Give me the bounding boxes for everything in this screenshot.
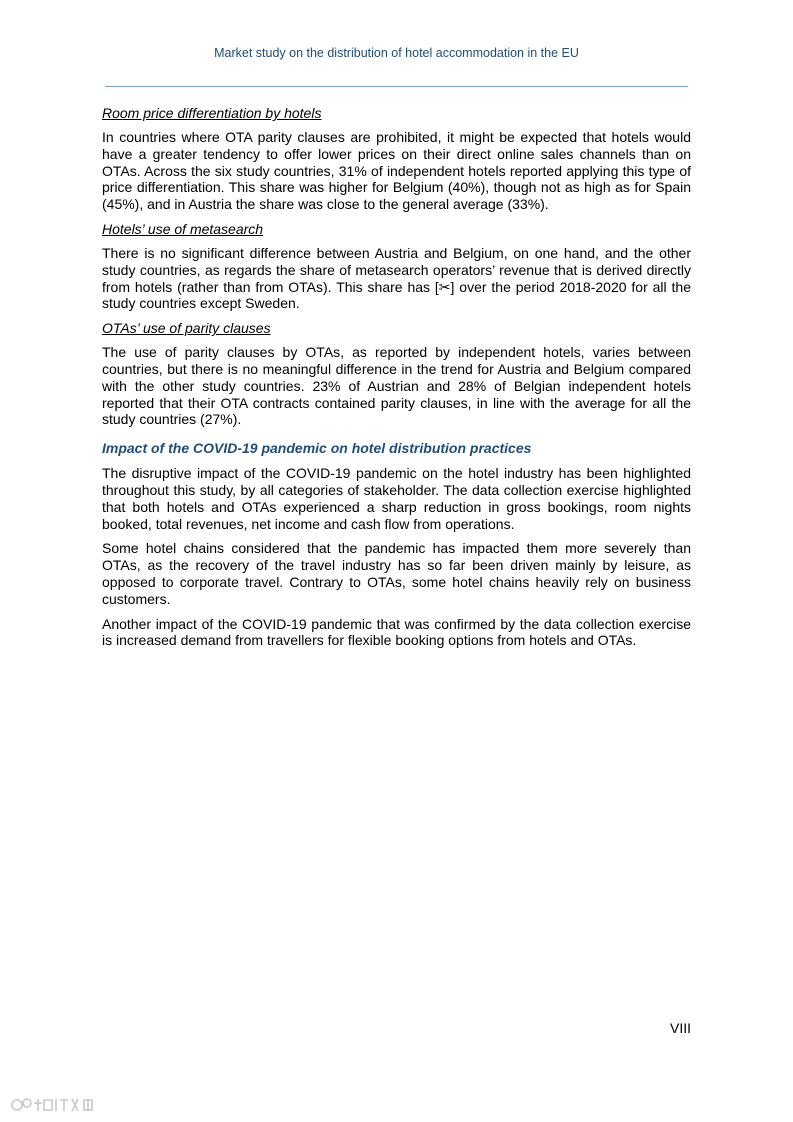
heading-ota-parity-clauses: OTAs’ use of parity clauses	[102, 320, 271, 337]
paragraph-covid-3: Another impact of the COVID-19 pandemic that was confirmed by the data collection exercise is increased demand from travellers for flexible booking options from hotels and OTAs.	[102, 615, 691, 649]
paragraph-covid-1: The disruptive impact of the COVID-19 pandemic on the hotel industry has been highlighted throughout this study, by all categories of stakeholder. The data collection exercise highlighted that both hotels and OTAs experienced a sharp reduction in gross bookings, room nights booked, total revenues, net income and cash flow from operations.	[102, 465, 691, 532]
running-header: Market study on the distribution of hotel accommodation in the EU	[214, 46, 579, 60]
paragraph-parity-clauses: The use of parity clauses by OTAs, as reported by independent hotels, varies between countries, but there is no meaningful difference in the trend for Austria and Belgium compared with the other study countries. 23% of Austrian and 28% of Belgian independent hotels reported that their OTA contracts contained parity clauses, in line with the average for all the study countries (27%).	[102, 344, 691, 428]
heading-hotels-metasearch: Hotels’ use of metasearch	[102, 220, 264, 237]
paragraph-room-price: In countries where OTA parity clauses are prohibited, it might be expected that hotels would have a greater tendency to offer lower prices on their direct online sales channels than on OTAs. Across the six study countries, 31% of independent hotels reported applying this type of price differentiation. This share was higher for Belgium (40%), though not as high as for Spain (45%), and in Austria the share was close to the general average (33%).	[102, 129, 691, 213]
heading-room-price-differentiation: Room price differentiation by hotels	[102, 105, 322, 121]
section-title-covid-impact: Impact of the COVID-19 pandemic on hotel distribution practices	[102, 440, 532, 457]
page-number: VIII	[669, 1020, 691, 1036]
paragraph-metasearch: There is no significant difference between Austria and Belgium, on one hand, and the other study countries, as regards the share of metasearch operators’ revenue that is derived directly from hotels (rather than from OTAs). This share has [✂] over the period 2018-2020 for all the study countries except Sweden.	[102, 244, 691, 312]
paragraph-covid-2: Some hotel chains considered that the pandemic has impacted them more severely than OTAs, as the recovery of the travel industry has so far been driven mainly by leisure, as opposed to corporate travel. Contrary to OTAs, some hotel chains heavily rely on business customers.	[102, 540, 691, 607]
watermark-logo-icon	[8, 1094, 108, 1116]
document-body	[102, 105, 691, 657]
header-divider	[105, 86, 688, 87]
